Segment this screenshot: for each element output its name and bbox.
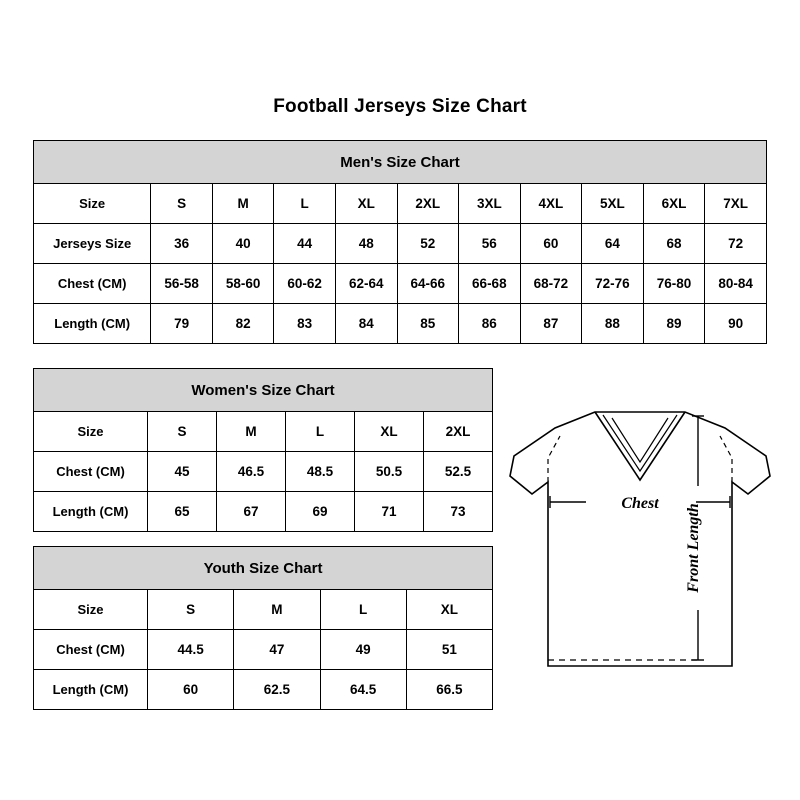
table-header-row: [34, 590, 493, 630]
table-cell: 83: [274, 304, 336, 344]
mens-size-5xl: 5XL: [582, 184, 644, 224]
table-row: [34, 670, 493, 710]
mens-size-m: M: [212, 184, 274, 224]
table-cell: 45: [148, 452, 217, 492]
womens-size-2xl: 2XL: [424, 412, 493, 452]
page-title: Football Jerseys Size Chart: [273, 96, 527, 117]
front-length-measure-line: [548, 416, 704, 660]
youth-size-l: L: [320, 590, 406, 630]
youth-table-caption: Youth Size Chart: [34, 547, 493, 590]
front-length-label: Front Length: [685, 503, 702, 593]
table-cell: 66.5: [406, 670, 492, 710]
table-row: [34, 452, 493, 492]
mens-size-table: [33, 140, 767, 344]
table-cell: 52.5: [424, 452, 493, 492]
table-cell: 76-80: [643, 264, 705, 304]
table-row: [34, 304, 767, 344]
table-cell: 47: [234, 630, 320, 670]
table-cell: 60-62: [274, 264, 336, 304]
table-cell: 82: [212, 304, 274, 344]
chest-label: Chest: [621, 495, 659, 512]
youth-size-s: S: [148, 590, 234, 630]
table-row: [34, 492, 493, 532]
table-cell: 85: [397, 304, 459, 344]
table-cell: 49: [320, 630, 406, 670]
table-header-row: [34, 184, 767, 224]
table-row: [34, 630, 493, 670]
table-cell: 90: [705, 304, 767, 344]
table-cell: 84: [335, 304, 397, 344]
womens-size-table: [33, 368, 493, 532]
youth-header-size: Size: [34, 590, 148, 630]
table-cell: 50.5: [355, 452, 424, 492]
jersey-measurement-diagram: [500, 398, 780, 688]
mens-size-2xl: 2XL: [397, 184, 459, 224]
table-cell: 67: [217, 492, 286, 532]
jersey-outline-icon: [510, 412, 770, 666]
womens-header-size: Size: [34, 412, 148, 452]
womens-table-caption: Women's Size Chart: [34, 369, 493, 412]
youth-size-xl: XL: [406, 590, 492, 630]
youth-size-table: [33, 546, 493, 710]
mens-header-size: Size: [34, 184, 151, 224]
table-cell: 72: [705, 224, 767, 264]
youth-row-label-length: Length (CM): [34, 670, 148, 710]
mens-size-s: S: [151, 184, 213, 224]
table-cell: 72-76: [582, 264, 644, 304]
table-cell: 56-58: [151, 264, 213, 304]
table-cell: 73: [424, 492, 493, 532]
table-cell: 66-68: [459, 264, 521, 304]
table-header-row: [34, 412, 493, 452]
table-cell: 60: [520, 224, 582, 264]
mens-table-caption: Men's Size Chart: [34, 141, 767, 184]
table-cell: 62.5: [234, 670, 320, 710]
table-cell: 44: [274, 224, 336, 264]
table-cell: 64: [582, 224, 644, 264]
table-cell: 68-72: [520, 264, 582, 304]
womens-row-label-chest: Chest (CM): [34, 452, 148, 492]
table-cell: 44.5: [148, 630, 234, 670]
table-cell: 65: [148, 492, 217, 532]
table-cell: 69: [286, 492, 355, 532]
mens-size-xl: XL: [335, 184, 397, 224]
table-cell: 62-64: [335, 264, 397, 304]
table-cell: 89: [643, 304, 705, 344]
table-cell: 56: [459, 224, 521, 264]
table-row: [34, 224, 767, 264]
mens-row-label-jerseys-size: Jerseys Size: [34, 224, 151, 264]
table-row: [34, 264, 767, 304]
table-cell: 68: [643, 224, 705, 264]
table-cell: 40: [212, 224, 274, 264]
table-cell: 48.5: [286, 452, 355, 492]
table-cell: 58-60: [212, 264, 274, 304]
table-cell: 52: [397, 224, 459, 264]
womens-size-l: L: [286, 412, 355, 452]
table-cell: 87: [520, 304, 582, 344]
table-cell: 71: [355, 492, 424, 532]
youth-row-label-chest: Chest (CM): [34, 630, 148, 670]
table-caption-row: [34, 369, 493, 412]
womens-size-xl: XL: [355, 412, 424, 452]
youth-size-m: M: [234, 590, 320, 630]
womens-size-s: S: [148, 412, 217, 452]
table-cell: 64-66: [397, 264, 459, 304]
mens-size-6xl: 6XL: [643, 184, 705, 224]
table-cell: 79: [151, 304, 213, 344]
table-cell: 46.5: [217, 452, 286, 492]
table-cell: 48: [335, 224, 397, 264]
womens-size-m: M: [217, 412, 286, 452]
table-cell: 86: [459, 304, 521, 344]
mens-row-label-length: Length (CM): [34, 304, 151, 344]
table-cell: 80-84: [705, 264, 767, 304]
table-caption-row: [34, 141, 767, 184]
table-cell: 64.5: [320, 670, 406, 710]
mens-size-4xl: 4XL: [520, 184, 582, 224]
table-cell: 60: [148, 670, 234, 710]
table-cell: 36: [151, 224, 213, 264]
mens-size-7xl: 7XL: [705, 184, 767, 224]
mens-size-l: L: [274, 184, 336, 224]
table-cell: 88: [582, 304, 644, 344]
womens-row-label-length: Length (CM): [34, 492, 148, 532]
table-caption-row: [34, 547, 493, 590]
mens-size-3xl: 3XL: [459, 184, 521, 224]
table-cell: 51: [406, 630, 492, 670]
mens-row-label-chest: Chest (CM): [34, 264, 151, 304]
